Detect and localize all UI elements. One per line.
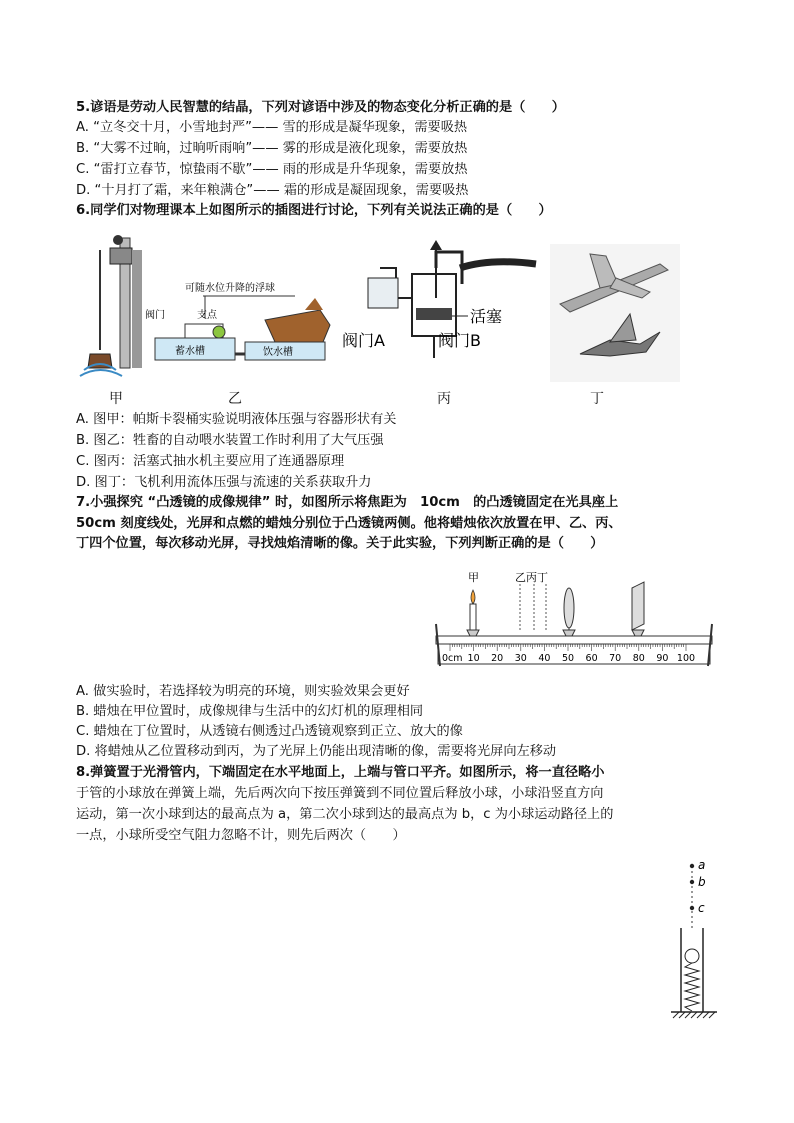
q5-option-d: D. “十月打了霜，来年粮满仓”—— 霜的形成是凝固现象，需要吸热 (76, 183, 469, 198)
q6-option-c: C. 图丙：活塞式抽水机主要应用了连通器原理 (76, 454, 345, 469)
q6-option-a: A. 图甲：帕斯卡裂桶实验说明液体压强与容器形状有关 (76, 412, 397, 427)
fig-label-yi: 乙 (228, 391, 242, 407)
scale-tick-label: 20 (491, 653, 504, 664)
scale-tick-label: 10 (467, 653, 480, 664)
figure-jia-pascal-barrel (78, 230, 148, 378)
candle-position-jia-label: 甲 (468, 571, 479, 584)
figure-ding-airplane-bird (550, 244, 680, 382)
q7-stem-line3: 丁四个位置，每次移动光屏，寻找烛焰清晰的像。关于此实验，下列判断正确的是（ ） (76, 536, 604, 551)
q5-option-b: B. “大雾不过晌，过晌听雨响”—— 雾的形成是液化现象，需要放热 (76, 141, 468, 156)
scale-tick-label: 40 (538, 653, 551, 664)
q7-stem-line1: 7.小强探究 “凸透镜的成像规律” 时，如图所示将焦距为 10cm 的凸透镜固定在光具座上 (76, 495, 619, 510)
float-label: 可随水位升降的浮球 (185, 283, 275, 294)
pivot-label: 支点 (197, 310, 217, 321)
scale-tick-label: 60 (585, 653, 598, 664)
valve-label: 阀门 (145, 310, 165, 321)
q7-stem-line2: 50cm 刻度线处，光屏和点燃的蜡烛分别位于凸透镜两侧。他将蜡烛依次放置在甲、乙、丙、 (76, 516, 622, 531)
q8-line4: 一点，小球所受空气阻力忽略不计，则先后两次（ ） (76, 828, 406, 843)
q8-line3: 运动，第一次小球到达的最高点为 a，第二次小球到达的最高点为 b，c 为小球运动路径上的 (76, 807, 614, 822)
fig-label-bing: 丙 (437, 391, 451, 407)
scale-tick-label: 100 (676, 653, 696, 664)
q8-line2: 于管的小球放在弹簧上端，先后两次向下按压弹簧到不同位置后释放小球，小球沿竖直方向 (76, 786, 604, 801)
optical-bench-figure (430, 566, 720, 672)
scale-tick-label: 0cm (442, 653, 463, 664)
scale-tick-label: 80 (632, 653, 645, 664)
q7-option-d: D. 将蜡烛从乙位置移动到丙，为了光屏上仍能出现清晰的像，需要将光屏向左移动 (76, 744, 557, 759)
scale-tick-label: 90 (656, 653, 669, 664)
q5-option-c: C. “雷打立春节，惊蛰雨不歇”—— 雨的形成是升华现象，需要放热 (76, 162, 468, 177)
point-b-label: b (698, 875, 706, 889)
q8-line1: 8.弹簧置于光滑管内，下端固定在水平地面上，上端与管口平齐。如图所示，将一直径略小 (76, 765, 605, 780)
point-a-label: a (698, 858, 706, 872)
tank1-label: 蓄水槽 (175, 346, 205, 357)
valve-a-label: 阀门A (342, 331, 385, 350)
q6-stem: 6.同学们对物理课本上如图所示的插图进行讨论，下列有关说法正确的是（ ） (76, 203, 552, 218)
q5-option-a: A. “立冬交十月，小雪地封严”—— 雪的形成是凝华现象，需要吸热 (76, 120, 468, 135)
q6-option-b: B. 图乙：牲畜的自动喂水装置工作时利用了大气压强 (76, 433, 384, 448)
q7-option-a: A. 做实验时，若选择较为明亮的环境，则实验效果会更好 (76, 684, 410, 699)
scale-tick-label: 70 (609, 653, 622, 664)
q5-stem: 5.谚语是劳动人民智慧的结晶，下列对谚语中涉及的物态变化分析正确的是（ ） (76, 100, 565, 115)
tank2-label: 饮水槽 (263, 347, 293, 358)
valve-b-label: 阀门B (438, 331, 481, 350)
q7-option-c: C. 蜡烛在丁位置时，从透镜右侧透过凸透镜观察到正立、放大的像 (76, 724, 463, 739)
spring-tube-figure (665, 856, 725, 1024)
scale-tick-label: 50 (561, 653, 575, 664)
scale-tick-label: 30 (514, 653, 527, 664)
piston-label: 活塞 (470, 307, 503, 326)
fig-label-jia: 甲 (109, 391, 123, 407)
figure-bing-piston-pump (340, 238, 540, 388)
fig-label-ding: 丁 (590, 391, 604, 407)
q7-option-b: B. 蜡烛在甲位置时，成像规律与生活中的幻灯机的原理相同 (76, 704, 424, 719)
q6-option-d: D. 图丁：飞机利用流体压强与流速的关系获取升力 (76, 475, 372, 490)
point-c-label: c (698, 901, 705, 915)
figure-yi-water-feeder (145, 280, 335, 372)
candle-position-yi-bing-ding-label: 乙丙丁 (515, 571, 548, 584)
